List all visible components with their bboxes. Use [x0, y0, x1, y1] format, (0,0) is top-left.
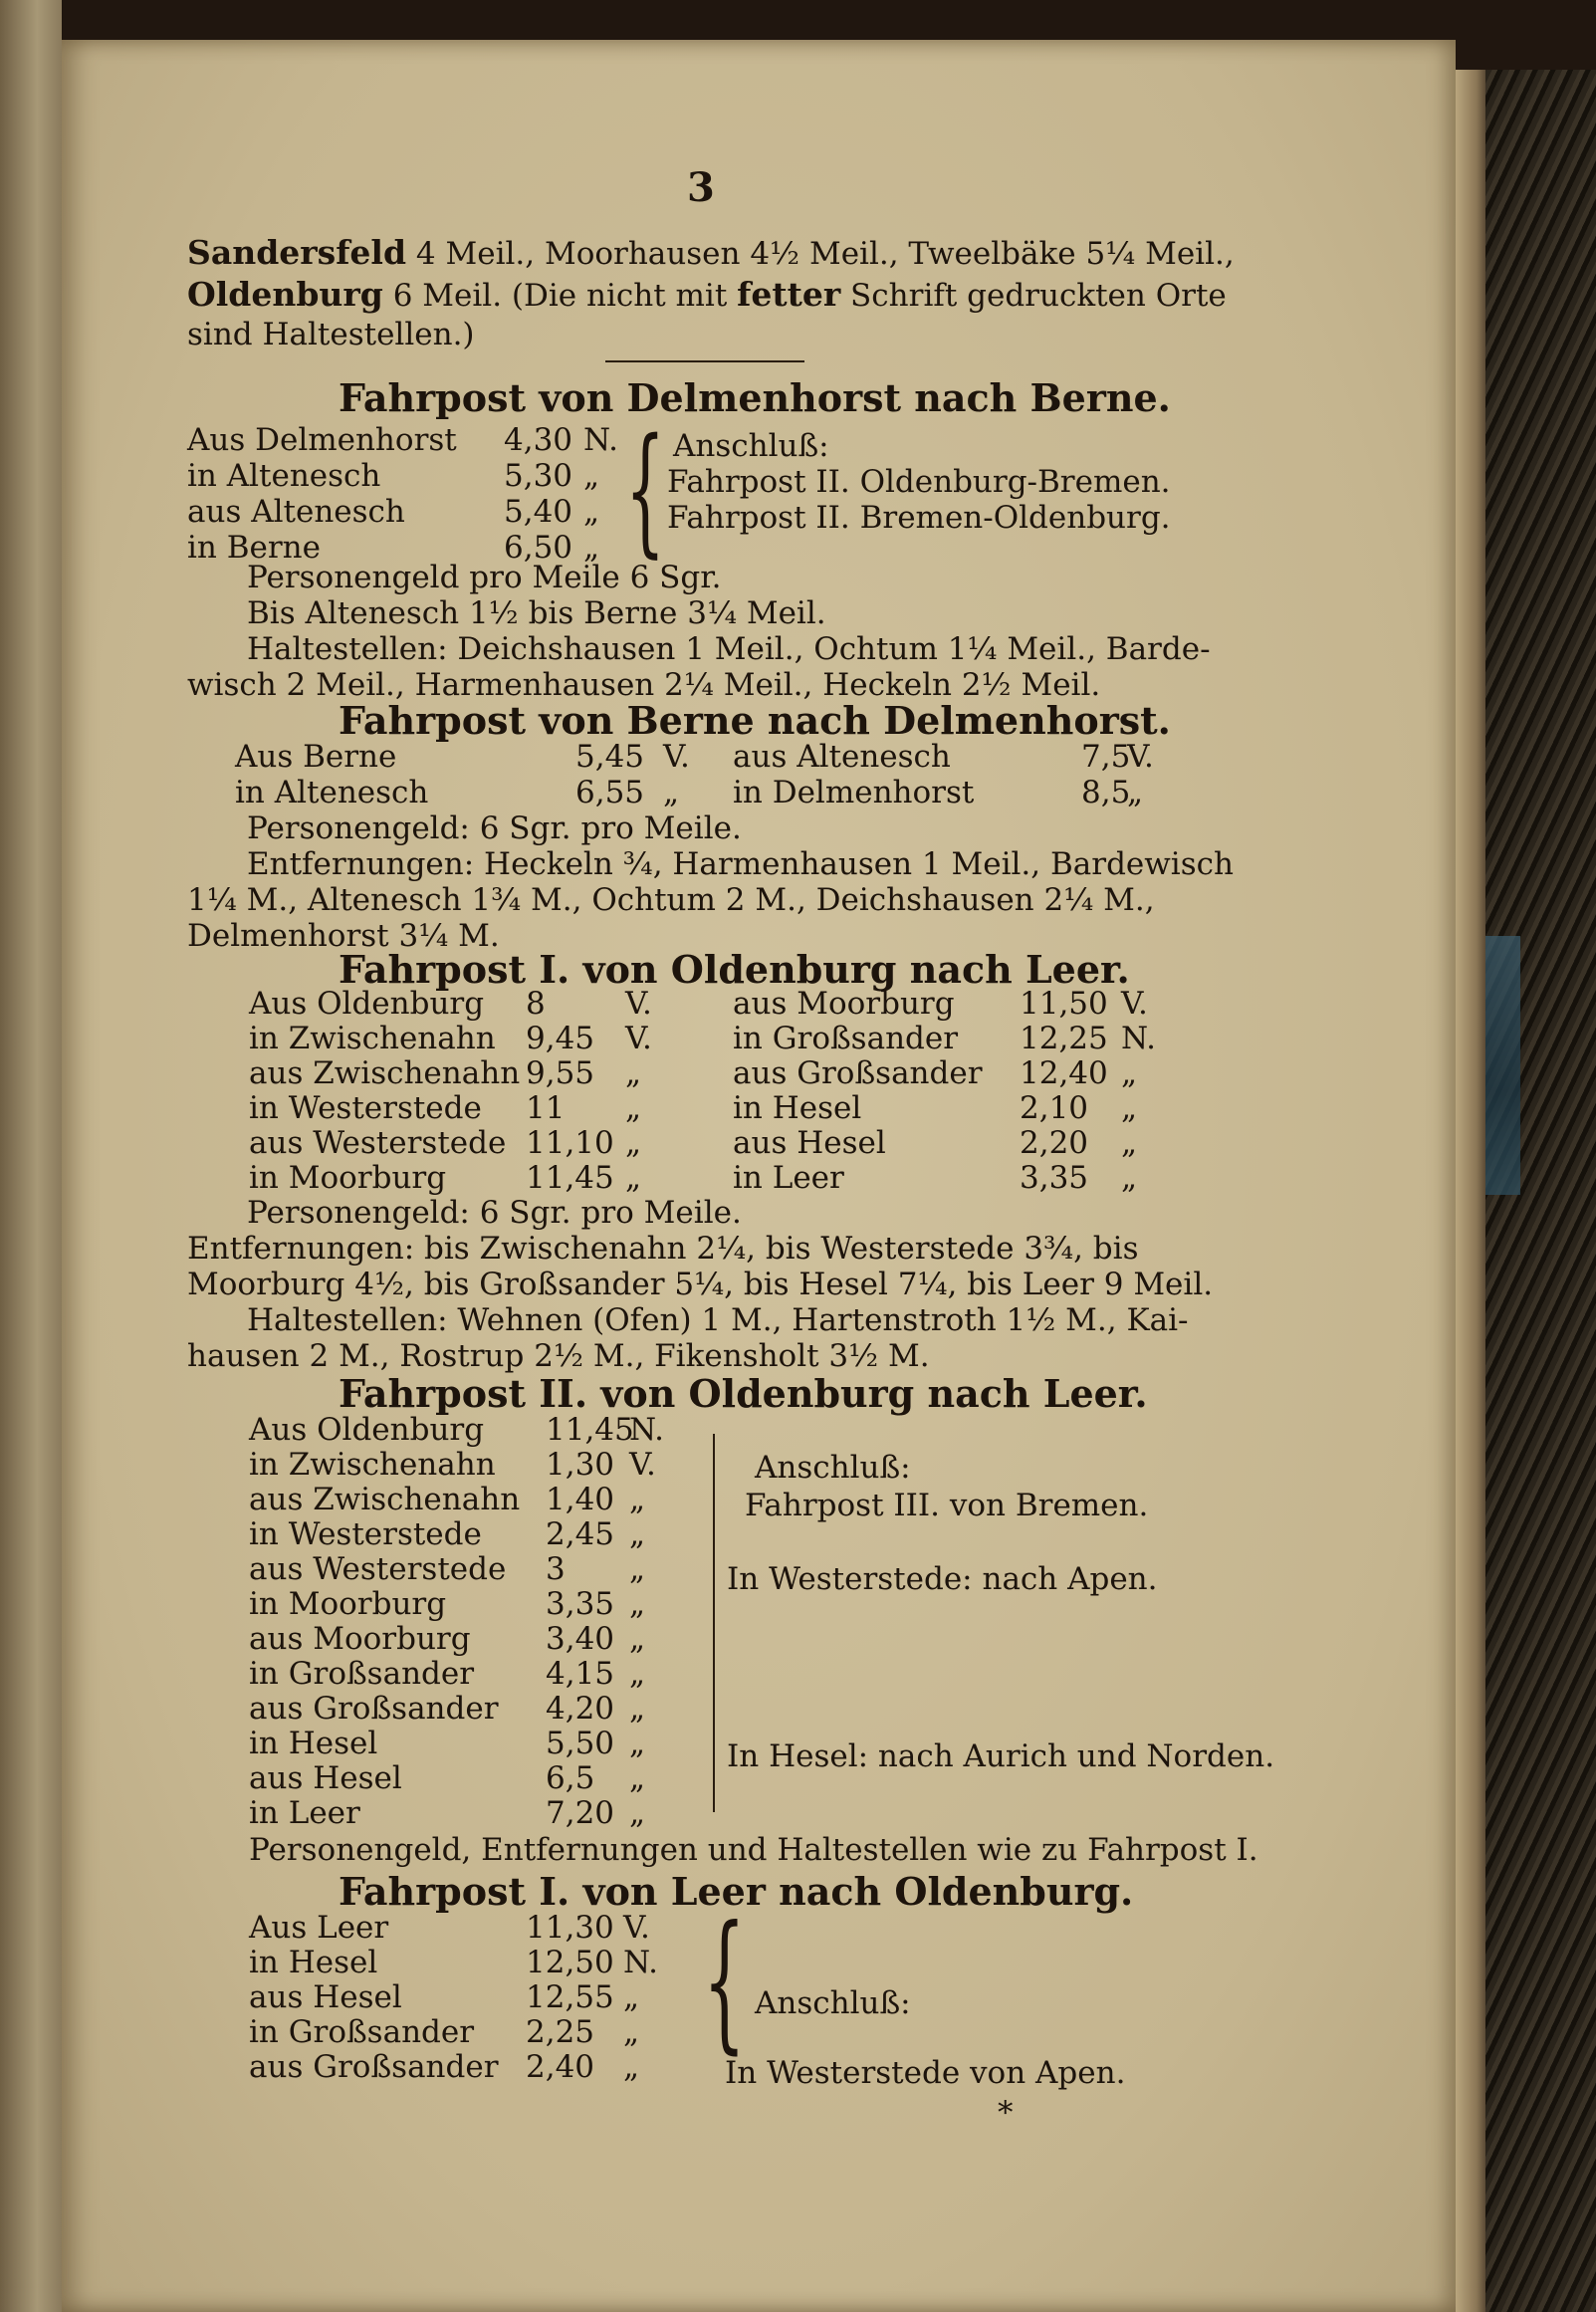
s2-left-unit: „: [663, 775, 680, 810]
s5-row-time: 12,50: [526, 1945, 614, 1980]
s4-row-stop: in Hesel: [249, 1726, 378, 1761]
s5-row-stop: in Großsander: [249, 2014, 475, 2050]
note-line: Entfernungen: bis Zwischenahn 2¼, bis Westerstede 3¾, bis: [187, 1231, 1139, 1267]
s3-right-stop: aus Moorburg: [733, 986, 955, 1022]
s3-right-stop: aus Hesel: [733, 1125, 886, 1161]
s4-row-stop: in Leer: [249, 1795, 360, 1831]
s5-title: Fahrpost I. von Leer nach Oldenburg.: [339, 1869, 1134, 1914]
note-line: wisch 2 Meil., Harmenhausen 2¼ Meil., Heckeln 2½ Meil.: [187, 667, 1101, 703]
s4-connection-2: In Westerstede: nach Apen.: [727, 1561, 1158, 1597]
s4-row-time: 1,40: [546, 1482, 615, 1517]
s4-row-unit: „: [629, 1482, 646, 1517]
note-line: Delmenhorst 3¼ M.: [187, 918, 500, 954]
s3-right-unit: „: [1121, 1055, 1138, 1091]
s1-row-unit: „: [583, 494, 600, 530]
s4-row-unit: „: [629, 1516, 646, 1552]
s1-row-stop: aus Altenesch: [187, 494, 405, 530]
s1-row-unit: N.: [583, 422, 618, 458]
s1-brace: {: [625, 409, 666, 572]
s5-row-stop: aus Großsander: [249, 2049, 499, 2085]
s5-row-time: 11,30: [526, 1910, 614, 1946]
s4-row-time: 11,45: [546, 1412, 634, 1448]
intro-bold-oldenburg: Oldenburg: [187, 275, 383, 314]
s3-title: Fahrpost I. von Oldenburg nach Leer.: [339, 947, 1130, 992]
s3-left-time: 8: [526, 986, 546, 1022]
s3-right-time: 2,20: [1020, 1125, 1089, 1161]
s4-row-time: 6,5: [546, 1760, 595, 1796]
s2-left-unit: V.: [663, 739, 690, 775]
intro-line-2-end: Schrift gedruckten Orte: [840, 278, 1227, 314]
s4-row-stop: in Moorburg: [249, 1586, 447, 1622]
s1-row-time: 6,50: [504, 530, 573, 566]
s4-row-time: 7,20: [546, 1795, 615, 1831]
note-line: Personengeld: 6 Sgr. pro Meile.: [247, 810, 742, 846]
page-gutter: [1456, 70, 1485, 2312]
s4-row-stop: aus Zwischenahn: [249, 1482, 521, 1517]
s3-left-unit: V.: [625, 986, 652, 1022]
note-line: hausen 2 M., Rostrup 2½ M., Fikensholt 3½ M.: [187, 1338, 930, 1374]
s4-row-unit: V.: [629, 1447, 656, 1483]
s5-row-unit: V.: [623, 1910, 650, 1946]
s1-row-time: 5,30: [504, 458, 573, 494]
s4-row-unit: N.: [629, 1412, 664, 1448]
s3-left-stop: in Westerstede: [249, 1090, 482, 1126]
note-line: Personengeld: 6 Sgr. pro Meile.: [247, 1195, 742, 1231]
s5-row-unit: „: [623, 2014, 640, 2050]
s4-connection-1: Fahrpost III. von Bremen.: [745, 1488, 1149, 1523]
s3-left-unit: „: [625, 1055, 642, 1091]
s3-left-time: 9,55: [526, 1055, 595, 1091]
note-line: Entfernungen: Heckeln ¾, Harmenhausen 1 Meil., Bardewisch: [247, 846, 1234, 882]
s4-row-unit: „: [629, 1621, 646, 1657]
s4-row-time: 5,50: [546, 1726, 615, 1761]
s2-title: Fahrpost von Berne nach Delmenhorst.: [339, 698, 1171, 743]
note-line: Haltestellen: Wehnen (Ofen) 1 M., Hartenstroth 1½ M., Kai-: [247, 1302, 1189, 1338]
s3-right-time: 12,40: [1020, 1055, 1108, 1091]
s4-row-unit: „: [629, 1726, 646, 1761]
s2-right-time: 8,5: [1081, 775, 1131, 810]
s1-row-stop: in Altenesch: [187, 458, 381, 494]
intro-bold-sandersfeld: Sandersfeld: [187, 233, 407, 272]
s3-right-stop: aus Großsander: [733, 1055, 983, 1091]
marbled-edge-accent: [1485, 936, 1520, 1195]
intro-line-1-rest: 4 Meil., Moorhausen 4½ Meil., Tweelbäke 5¼ Meil.,: [406, 236, 1235, 272]
s3-left-stop: in Zwischenahn: [249, 1021, 496, 1056]
s5-row-unit: „: [623, 2049, 640, 2085]
page-number: 3: [687, 164, 715, 211]
s5-brace: {: [703, 1895, 746, 2068]
s2-left-stop: Aus Berne: [235, 739, 397, 775]
s3-left-time: 11,10: [526, 1125, 614, 1161]
s5-row-unit: „: [623, 1979, 640, 2015]
s4-row-stop: in Zwischenahn: [249, 1447, 496, 1483]
s3-right-time: 2,10: [1020, 1090, 1089, 1126]
s3-right-stop: in Großsander: [733, 1021, 959, 1056]
s5-row-stop: in Hesel: [249, 1945, 378, 1980]
s3-left-unit: „: [625, 1090, 642, 1126]
intro-bold-fetter: fetter: [737, 275, 841, 314]
note-line: Moorburg 4½, bis Großsander 5¼, bis Hesel 7¼, bis Leer 9 Meil.: [187, 1267, 1214, 1302]
s2-left-time: 5,45: [575, 739, 645, 775]
s4-row-time: 3,40: [546, 1621, 615, 1657]
s5-row-stop: aus Hesel: [249, 1979, 402, 2015]
s3-right-unit: V.: [1121, 986, 1148, 1022]
s5-row-time: 12,55: [526, 1979, 614, 2015]
s4-connection-3: In Hesel: nach Aurich und Norden.: [727, 1738, 1275, 1774]
note-line: 1¼ M., Altenesch 1¾ M., Ochtum 2 M., Deichshausen 2¼ M.,: [187, 882, 1155, 918]
s1-row-stop: Aus Delmenhorst: [187, 422, 457, 458]
s4-row-time: 3,35: [546, 1586, 615, 1622]
s5-row-time: 2,25: [526, 2014, 595, 2050]
s2-left-stop: in Altenesch: [235, 775, 429, 810]
s3-right-unit: „: [1121, 1125, 1138, 1161]
s4-row-unit: „: [629, 1586, 646, 1622]
s3-right-time: 11,50: [1020, 986, 1108, 1022]
intro-line-2: [187, 277, 1227, 314]
s3-right-stop: in Leer: [733, 1160, 844, 1196]
s4-row-stop: aus Hesel: [249, 1760, 402, 1796]
s3-left-unit: „: [625, 1125, 642, 1161]
s4-row-time: 3: [546, 1551, 566, 1587]
s3-right-unit: N.: [1121, 1021, 1156, 1056]
s3-left-stop: aus Zwischenahn: [249, 1055, 521, 1091]
s2-right-time: 7,5: [1081, 739, 1131, 775]
s4-row-time: 4,20: [546, 1691, 615, 1727]
s1-connection-1: Fahrpost II. Oldenburg-Bremen.: [667, 464, 1171, 500]
s4-row-unit: „: [629, 1691, 646, 1727]
s4-row-stop: in Westerstede: [249, 1516, 482, 1552]
s4-row-stop: aus Großsander: [249, 1691, 499, 1727]
s3-left-stop: Aus Oldenburg: [249, 986, 485, 1022]
s1-connection-2: Fahrpost II. Bremen-Oldenburg.: [667, 500, 1171, 536]
s4-anschluss: Anschluß:: [755, 1450, 911, 1486]
s4-row-unit: „: [629, 1795, 646, 1831]
s3-left-time: 11: [526, 1090, 566, 1126]
s5-connection-1: In Westerstede von Apen.: [725, 2055, 1126, 2091]
s2-left-time: 6,55: [575, 775, 645, 810]
s1-row-unit: „: [583, 530, 600, 566]
s3-left-time: 9,45: [526, 1021, 595, 1056]
s2-right-stop: in Delmenhorst: [733, 775, 975, 810]
s3-left-unit: V.: [625, 1021, 652, 1056]
s1-row-unit: „: [583, 458, 600, 494]
intro-line-2-rest: 6 Meil. (Die nicht mit: [382, 278, 738, 314]
s3-right-unit: „: [1121, 1160, 1138, 1196]
s4-row-unit: „: [629, 1551, 646, 1587]
s1-anschluss: Anschluß:: [673, 428, 829, 464]
s2-right-stop: aus Altenesch: [733, 739, 951, 775]
s5-row-unit: N.: [623, 1945, 658, 1980]
note-line: Bis Altenesch 1½ bis Berne 3¼ Meil.: [247, 595, 826, 631]
s1-title: Fahrpost von Delmenhorst nach Berne.: [339, 375, 1171, 420]
s1-row-time: 5,40: [504, 494, 573, 530]
s4-row-unit: „: [629, 1760, 646, 1796]
s4-title: Fahrpost II. von Oldenburg nach Leer.: [339, 1371, 1148, 1416]
s5-row-time: 2,40: [526, 2049, 595, 2085]
s1-row-time: 4,30: [504, 422, 573, 458]
s3-right-time: 3,35: [1020, 1160, 1089, 1196]
s3-right-unit: „: [1121, 1090, 1138, 1126]
facing-page-edge: [0, 0, 62, 2312]
intro-line-3: sind Haltestellen.): [187, 317, 475, 352]
footer-mark: *: [998, 2095, 1014, 2131]
s4-row-time: 1,30: [546, 1447, 615, 1483]
s3-left-time: 11,45: [526, 1160, 614, 1196]
s4-note: Personengeld, Entfernungen und Haltestellen wie zu Fahrpost I.: [249, 1832, 1258, 1868]
s4-row-unit: „: [629, 1656, 646, 1692]
s4-row-stop: aus Moorburg: [249, 1621, 471, 1657]
s3-right-time: 12,25: [1020, 1021, 1108, 1056]
s4-row-time: 4,15: [546, 1656, 615, 1692]
s4-row-stop: aus Westerstede: [249, 1551, 507, 1587]
s5-anschluss: Anschluß:: [755, 1985, 911, 2021]
intro-line-1: [187, 235, 1235, 272]
s5-row-stop: Aus Leer: [249, 1910, 389, 1946]
s3-left-unit: „: [625, 1160, 642, 1196]
s3-left-stop: aus Westerstede: [249, 1125, 507, 1161]
note-line: Personengeld pro Meile 6 Sgr.: [247, 560, 722, 595]
s2-right-unit: V.: [1127, 739, 1154, 775]
s3-left-stop: in Moorburg: [249, 1160, 447, 1196]
section-divider: [605, 360, 804, 362]
s3-right-stop: in Hesel: [733, 1090, 862, 1126]
s4-brace-line: [713, 1434, 715, 1812]
s1-row-stop: in Berne: [187, 530, 321, 566]
s4-row-stop: Aus Oldenburg: [249, 1412, 485, 1448]
s4-row-stop: in Großsander: [249, 1656, 475, 1692]
s4-row-time: 2,45: [546, 1516, 615, 1552]
s2-right-unit: „: [1127, 775, 1144, 810]
note-line: Haltestellen: Deichshausen 1 Meil., Ochtum 1¼ Meil., Barde-: [247, 631, 1211, 667]
